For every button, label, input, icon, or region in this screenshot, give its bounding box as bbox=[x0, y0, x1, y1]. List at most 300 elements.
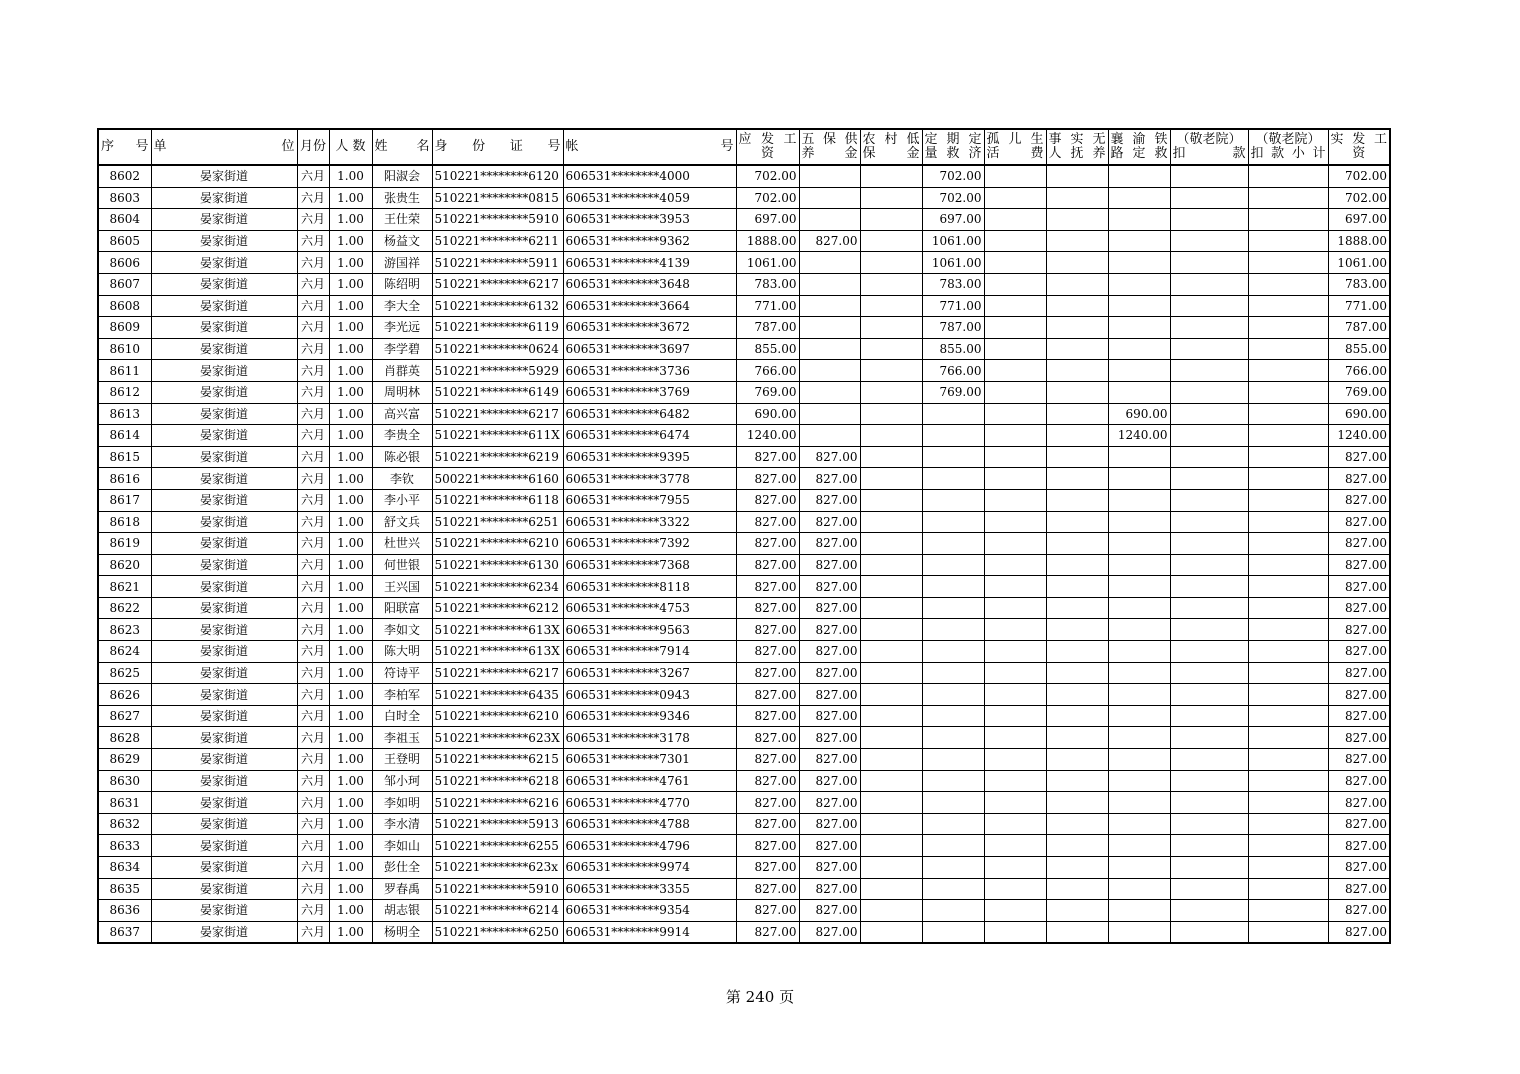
cell-seq: 8630 bbox=[98, 770, 151, 792]
cell-unit: 晏家街道 bbox=[151, 511, 297, 533]
cell-count: 1.00 bbox=[329, 425, 372, 447]
cell-shishi bbox=[1046, 187, 1108, 209]
cell-payable: 787.00 bbox=[736, 317, 799, 339]
cell-jlyk bbox=[1170, 381, 1248, 403]
cell-unit: 晏家街道 bbox=[151, 835, 297, 857]
cell-shishi bbox=[1046, 835, 1108, 857]
cell-wubao: 827.00 bbox=[799, 554, 860, 576]
cell-id: 510221********0624 bbox=[432, 338, 563, 360]
cell-wubao: 827.00 bbox=[799, 641, 860, 663]
cell-account: 606531********3267 bbox=[563, 662, 736, 684]
cell-payable: 827.00 bbox=[736, 533, 799, 555]
cell-count: 1.00 bbox=[329, 857, 372, 879]
cell-guer bbox=[984, 900, 1046, 922]
cell-jlyk bbox=[1170, 403, 1248, 425]
cell-dibao bbox=[860, 209, 922, 231]
cell-xiangyu bbox=[1108, 727, 1170, 749]
cell-account: 606531********7392 bbox=[563, 533, 736, 555]
header-month: 月份 bbox=[297, 129, 329, 165]
cell-name: 李如明 bbox=[372, 792, 432, 814]
cell-name: 李学碧 bbox=[372, 338, 432, 360]
cell-payable: 827.00 bbox=[736, 641, 799, 663]
cell-dibao bbox=[860, 338, 922, 360]
cell-payable: 827.00 bbox=[736, 468, 799, 490]
cell-actual: 783.00 bbox=[1328, 273, 1390, 295]
cell-count: 1.00 bbox=[329, 468, 372, 490]
cell-jlyk-sub bbox=[1248, 878, 1328, 900]
cell-account: 606531********3778 bbox=[563, 468, 736, 490]
cell-guer bbox=[984, 921, 1046, 943]
cell-account: 606531********4761 bbox=[563, 770, 736, 792]
cell-actual: 769.00 bbox=[1328, 381, 1390, 403]
cell-name: 王仕荣 bbox=[372, 209, 432, 231]
cell-unit: 晏家街道 bbox=[151, 489, 297, 511]
table-row bbox=[98, 792, 1390, 814]
cell-jlyk bbox=[1170, 792, 1248, 814]
cell-xiangyu bbox=[1108, 511, 1170, 533]
cell-dingliang bbox=[922, 792, 984, 814]
cell-actual: 827.00 bbox=[1328, 468, 1390, 490]
cell-seq: 8632 bbox=[98, 813, 151, 835]
cell-dingliang bbox=[922, 684, 984, 706]
cell-seq: 8633 bbox=[98, 835, 151, 857]
cell-payable: 1888.00 bbox=[736, 230, 799, 252]
cell-wubao bbox=[799, 209, 860, 231]
cell-wubao: 827.00 bbox=[799, 489, 860, 511]
cell-seq: 8629 bbox=[98, 749, 151, 771]
header-guer: 孤 儿 生 活 费 bbox=[984, 129, 1046, 165]
table-row bbox=[98, 921, 1390, 943]
cell-payable: 690.00 bbox=[736, 403, 799, 425]
cell-shishi bbox=[1046, 554, 1108, 576]
cell-unit: 晏家街道 bbox=[151, 878, 297, 900]
cell-name: 李如文 bbox=[372, 619, 432, 641]
cell-month: 六月 bbox=[297, 749, 329, 771]
cell-id: 510221********6219 bbox=[432, 446, 563, 468]
cell-account: 606531********3664 bbox=[563, 295, 736, 317]
cell-month: 六月 bbox=[297, 770, 329, 792]
cell-xiangyu: 690.00 bbox=[1108, 403, 1170, 425]
cell-dingliang bbox=[922, 576, 984, 598]
cell-payable: 1061.00 bbox=[736, 252, 799, 274]
cell-account: 606531********4770 bbox=[563, 792, 736, 814]
cell-id: 500221********6160 bbox=[432, 468, 563, 490]
cell-jlyk-sub bbox=[1248, 187, 1328, 209]
cell-jlyk-sub bbox=[1248, 403, 1328, 425]
cell-jlyk bbox=[1170, 295, 1248, 317]
cell-dingliang: 1061.00 bbox=[922, 230, 984, 252]
table-row bbox=[98, 554, 1390, 576]
cell-shishi bbox=[1046, 381, 1108, 403]
cell-month: 六月 bbox=[297, 533, 329, 555]
cell-dingliang: 783.00 bbox=[922, 273, 984, 295]
cell-month: 六月 bbox=[297, 468, 329, 490]
cell-wubao: 827.00 bbox=[799, 749, 860, 771]
cell-guer bbox=[984, 770, 1046, 792]
table-row bbox=[98, 705, 1390, 727]
cell-payable: 827.00 bbox=[736, 684, 799, 706]
cell-actual: 827.00 bbox=[1328, 727, 1390, 749]
cell-shishi bbox=[1046, 446, 1108, 468]
cell-shishi bbox=[1046, 662, 1108, 684]
cell-xiangyu bbox=[1108, 468, 1170, 490]
cell-seq: 8624 bbox=[98, 641, 151, 663]
cell-unit: 晏家街道 bbox=[151, 619, 297, 641]
cell-dingliang bbox=[922, 749, 984, 771]
cell-id: 510221********6210 bbox=[432, 533, 563, 555]
cell-name: 杜世兴 bbox=[372, 533, 432, 555]
cell-dingliang bbox=[922, 813, 984, 835]
cell-unit: 晏家街道 bbox=[151, 252, 297, 274]
cell-month: 六月 bbox=[297, 381, 329, 403]
cell-jlyk-sub bbox=[1248, 662, 1328, 684]
table-row bbox=[98, 749, 1390, 771]
cell-id: 510221********6215 bbox=[432, 749, 563, 771]
table-row bbox=[98, 857, 1390, 879]
cell-dingliang bbox=[922, 727, 984, 749]
cell-shishi bbox=[1046, 857, 1108, 879]
cell-name: 王兴国 bbox=[372, 576, 432, 598]
cell-actual: 827.00 bbox=[1328, 792, 1390, 814]
header-seq: 序 号 bbox=[98, 129, 151, 165]
cell-month: 六月 bbox=[297, 835, 329, 857]
cell-guer bbox=[984, 381, 1046, 403]
cell-payable: 827.00 bbox=[736, 662, 799, 684]
header-account: 帐 号 bbox=[563, 129, 736, 165]
cell-account: 606531********3672 bbox=[563, 317, 736, 339]
cell-count: 1.00 bbox=[329, 900, 372, 922]
cell-dingliang bbox=[922, 878, 984, 900]
cell-account: 606531********3736 bbox=[563, 360, 736, 382]
cell-id: 510221********6216 bbox=[432, 792, 563, 814]
cell-id: 510221********6251 bbox=[432, 511, 563, 533]
cell-wubao bbox=[799, 403, 860, 425]
cell-jlyk bbox=[1170, 576, 1248, 598]
cell-jlyk bbox=[1170, 727, 1248, 749]
cell-actual: 766.00 bbox=[1328, 360, 1390, 382]
cell-xiangyu bbox=[1108, 792, 1170, 814]
cell-dingliang: 855.00 bbox=[922, 338, 984, 360]
cell-jlyk-sub bbox=[1248, 317, 1328, 339]
cell-id: 510221********6149 bbox=[432, 381, 563, 403]
cell-id: 510221********5929 bbox=[432, 360, 563, 382]
cell-jlyk-sub bbox=[1248, 425, 1328, 447]
cell-payable: 783.00 bbox=[736, 273, 799, 295]
cell-dibao bbox=[860, 533, 922, 555]
cell-seq: 8623 bbox=[98, 619, 151, 641]
cell-dingliang bbox=[922, 662, 984, 684]
cell-count: 1.00 bbox=[329, 338, 372, 360]
cell-jlyk bbox=[1170, 878, 1248, 900]
cell-seq: 8626 bbox=[98, 684, 151, 706]
cell-payable: 827.00 bbox=[736, 900, 799, 922]
cell-actual: 855.00 bbox=[1328, 338, 1390, 360]
cell-jlyk-sub bbox=[1248, 230, 1328, 252]
cell-dibao bbox=[860, 511, 922, 533]
cell-dingliang bbox=[922, 533, 984, 555]
cell-xiangyu bbox=[1108, 576, 1170, 598]
cell-jlyk-sub bbox=[1248, 813, 1328, 835]
table-row bbox=[98, 187, 1390, 209]
cell-wubao bbox=[799, 273, 860, 295]
cell-count: 1.00 bbox=[329, 641, 372, 663]
cell-jlyk-sub bbox=[1248, 554, 1328, 576]
cell-account: 606531********9362 bbox=[563, 230, 736, 252]
cell-jlyk-sub bbox=[1248, 576, 1328, 598]
cell-id: 510221********6214 bbox=[432, 900, 563, 922]
cell-jlyk-sub bbox=[1248, 619, 1328, 641]
cell-id: 510221********5913 bbox=[432, 813, 563, 835]
cell-dibao bbox=[860, 576, 922, 598]
cell-payable: 702.00 bbox=[736, 165, 799, 187]
cell-payable: 827.00 bbox=[736, 597, 799, 619]
cell-seq: 8606 bbox=[98, 252, 151, 274]
cell-unit: 晏家街道 bbox=[151, 446, 297, 468]
cell-dingliang: 766.00 bbox=[922, 360, 984, 382]
cell-dibao bbox=[860, 749, 922, 771]
cell-jlyk bbox=[1170, 360, 1248, 382]
cell-unit: 晏家街道 bbox=[151, 381, 297, 403]
cell-shishi bbox=[1046, 252, 1108, 274]
cell-guer bbox=[984, 641, 1046, 663]
cell-month: 六月 bbox=[297, 576, 329, 598]
cell-unit: 晏家街道 bbox=[151, 749, 297, 771]
cell-seq: 8616 bbox=[98, 468, 151, 490]
cell-jlyk bbox=[1170, 705, 1248, 727]
cell-count: 1.00 bbox=[329, 813, 372, 835]
cell-payable: 827.00 bbox=[736, 554, 799, 576]
cell-xiangyu bbox=[1108, 662, 1170, 684]
cell-wubao: 827.00 bbox=[799, 900, 860, 922]
cell-account: 606531********4796 bbox=[563, 835, 736, 857]
cell-shishi bbox=[1046, 533, 1108, 555]
cell-unit: 晏家街道 bbox=[151, 554, 297, 576]
cell-xiangyu bbox=[1108, 295, 1170, 317]
cell-unit: 晏家街道 bbox=[151, 230, 297, 252]
table-row bbox=[98, 641, 1390, 663]
cell-dingliang bbox=[922, 705, 984, 727]
cell-dibao bbox=[860, 705, 922, 727]
cell-actual: 827.00 bbox=[1328, 533, 1390, 555]
cell-id: 510221********6217 bbox=[432, 273, 563, 295]
cell-shishi bbox=[1046, 273, 1108, 295]
cell-dibao bbox=[860, 425, 922, 447]
cell-account: 606531********6482 bbox=[563, 403, 736, 425]
cell-month: 六月 bbox=[297, 857, 329, 879]
cell-dibao bbox=[860, 619, 922, 641]
cell-dingliang bbox=[922, 835, 984, 857]
cell-dingliang bbox=[922, 489, 984, 511]
cell-jlyk-sub bbox=[1248, 835, 1328, 857]
cell-actual: 827.00 bbox=[1328, 489, 1390, 511]
cell-payable: 827.00 bbox=[736, 511, 799, 533]
cell-id: 510221********0815 bbox=[432, 187, 563, 209]
cell-seq: 8634 bbox=[98, 857, 151, 879]
cell-account: 606531********4059 bbox=[563, 187, 736, 209]
cell-shishi bbox=[1046, 317, 1108, 339]
cell-actual: 827.00 bbox=[1328, 641, 1390, 663]
cell-month: 六月 bbox=[297, 187, 329, 209]
cell-dibao bbox=[860, 187, 922, 209]
cell-account: 606531********9346 bbox=[563, 705, 736, 727]
table-row bbox=[98, 597, 1390, 619]
cell-payable: 827.00 bbox=[736, 857, 799, 879]
cell-xiangyu bbox=[1108, 252, 1170, 274]
cell-dingliang bbox=[922, 857, 984, 879]
cell-dibao bbox=[860, 317, 922, 339]
cell-dingliang bbox=[922, 921, 984, 943]
cell-jlyk bbox=[1170, 900, 1248, 922]
cell-guer bbox=[984, 468, 1046, 490]
cell-shishi bbox=[1046, 749, 1108, 771]
cell-actual: 787.00 bbox=[1328, 317, 1390, 339]
header-unit: 单 位 bbox=[151, 129, 297, 165]
cell-jlyk bbox=[1170, 597, 1248, 619]
cell-xiangyu bbox=[1108, 597, 1170, 619]
cell-account: 606531********3178 bbox=[563, 727, 736, 749]
cell-seq: 8627 bbox=[98, 705, 151, 727]
table-row bbox=[98, 770, 1390, 792]
cell-guer bbox=[984, 273, 1046, 295]
table-row bbox=[98, 662, 1390, 684]
cell-actual: 827.00 bbox=[1328, 554, 1390, 576]
cell-shishi bbox=[1046, 295, 1108, 317]
cell-count: 1.00 bbox=[329, 360, 372, 382]
cell-count: 1.00 bbox=[329, 273, 372, 295]
cell-xiangyu bbox=[1108, 446, 1170, 468]
cell-id: 510221********6234 bbox=[432, 576, 563, 598]
cell-wubao: 827.00 bbox=[799, 792, 860, 814]
cell-name: 李光远 bbox=[372, 317, 432, 339]
cell-dingliang: 702.00 bbox=[922, 165, 984, 187]
cell-dibao bbox=[860, 489, 922, 511]
cell-dibao bbox=[860, 921, 922, 943]
cell-dibao bbox=[860, 381, 922, 403]
cell-name: 符诗平 bbox=[372, 662, 432, 684]
cell-wubao: 827.00 bbox=[799, 727, 860, 749]
cell-payable: 827.00 bbox=[736, 727, 799, 749]
cell-dingliang bbox=[922, 900, 984, 922]
cell-payable: 827.00 bbox=[736, 835, 799, 857]
cell-id: 510221********5911 bbox=[432, 252, 563, 274]
cell-actual: 827.00 bbox=[1328, 857, 1390, 879]
cell-id: 510221********6210 bbox=[432, 705, 563, 727]
cell-account: 606531********6474 bbox=[563, 425, 736, 447]
cell-jlyk-sub bbox=[1248, 165, 1328, 187]
cell-account: 606531********8118 bbox=[563, 576, 736, 598]
cell-month: 六月 bbox=[297, 230, 329, 252]
cell-jlyk-sub bbox=[1248, 792, 1328, 814]
cell-account: 606531********0943 bbox=[563, 684, 736, 706]
cell-account: 606531********9354 bbox=[563, 900, 736, 922]
cell-month: 六月 bbox=[297, 792, 329, 814]
cell-dibao bbox=[860, 273, 922, 295]
cell-seq: 8610 bbox=[98, 338, 151, 360]
header-payable: 应 发 工 资 bbox=[736, 129, 799, 165]
cell-dingliang bbox=[922, 641, 984, 663]
cell-jlyk-sub bbox=[1248, 209, 1328, 231]
cell-guer bbox=[984, 511, 1046, 533]
cell-name: 李祖玉 bbox=[372, 727, 432, 749]
table-row bbox=[98, 230, 1390, 252]
cell-account: 606531********7368 bbox=[563, 554, 736, 576]
cell-dingliang bbox=[922, 468, 984, 490]
cell-count: 1.00 bbox=[329, 921, 372, 943]
cell-month: 六月 bbox=[297, 597, 329, 619]
cell-jlyk bbox=[1170, 813, 1248, 835]
cell-id: 510221********5910 bbox=[432, 209, 563, 231]
cell-actual: 827.00 bbox=[1328, 878, 1390, 900]
cell-shishi bbox=[1046, 403, 1108, 425]
cell-month: 六月 bbox=[297, 684, 329, 706]
cell-payable: 827.00 bbox=[736, 921, 799, 943]
cell-actual: 702.00 bbox=[1328, 187, 1390, 209]
cell-seq: 8635 bbox=[98, 878, 151, 900]
cell-id: 510221********6119 bbox=[432, 317, 563, 339]
cell-payable: 827.00 bbox=[736, 489, 799, 511]
cell-jlyk bbox=[1170, 338, 1248, 360]
cell-shishi bbox=[1046, 468, 1108, 490]
cell-xiangyu bbox=[1108, 684, 1170, 706]
cell-guer bbox=[984, 209, 1046, 231]
cell-actual: 827.00 bbox=[1328, 684, 1390, 706]
cell-name: 彭仕全 bbox=[372, 857, 432, 879]
cell-name: 李如山 bbox=[372, 835, 432, 857]
cell-guer bbox=[984, 338, 1046, 360]
cell-guer bbox=[984, 187, 1046, 209]
cell-seq: 8604 bbox=[98, 209, 151, 231]
cell-unit: 晏家街道 bbox=[151, 295, 297, 317]
cell-month: 六月 bbox=[297, 619, 329, 641]
cell-dibao bbox=[860, 878, 922, 900]
cell-count: 1.00 bbox=[329, 576, 372, 598]
cell-seq: 8609 bbox=[98, 317, 151, 339]
cell-actual: 702.00 bbox=[1328, 165, 1390, 187]
cell-name: 阳淑会 bbox=[372, 165, 432, 187]
cell-count: 1.00 bbox=[329, 792, 372, 814]
cell-dibao bbox=[860, 165, 922, 187]
cell-xiangyu bbox=[1108, 209, 1170, 231]
cell-jlyk-sub bbox=[1248, 900, 1328, 922]
cell-dibao bbox=[860, 813, 922, 835]
cell-dingliang: 697.00 bbox=[922, 209, 984, 231]
table-row bbox=[98, 900, 1390, 922]
cell-seq: 8611 bbox=[98, 360, 151, 382]
cell-xiangyu bbox=[1108, 835, 1170, 857]
table-row bbox=[98, 835, 1390, 857]
cell-name: 李贵全 bbox=[372, 425, 432, 447]
cell-name: 李钦 bbox=[372, 468, 432, 490]
header-wubao: 五 保 供 养 金 bbox=[799, 129, 860, 165]
cell-payable: 769.00 bbox=[736, 381, 799, 403]
cell-actual: 827.00 bbox=[1328, 576, 1390, 598]
cell-name: 陈绍明 bbox=[372, 273, 432, 295]
cell-account: 606531********7955 bbox=[563, 489, 736, 511]
cell-seq: 8612 bbox=[98, 381, 151, 403]
cell-month: 六月 bbox=[297, 900, 329, 922]
cell-xiangyu bbox=[1108, 619, 1170, 641]
cell-guer bbox=[984, 684, 1046, 706]
cell-jlyk bbox=[1170, 425, 1248, 447]
table-row bbox=[98, 511, 1390, 533]
cell-month: 六月 bbox=[297, 727, 329, 749]
cell-guer bbox=[984, 165, 1046, 187]
table-row bbox=[98, 295, 1390, 317]
cell-name: 阳联富 bbox=[372, 597, 432, 619]
cell-month: 六月 bbox=[297, 403, 329, 425]
table-row bbox=[98, 403, 1390, 425]
cell-wubao bbox=[799, 381, 860, 403]
